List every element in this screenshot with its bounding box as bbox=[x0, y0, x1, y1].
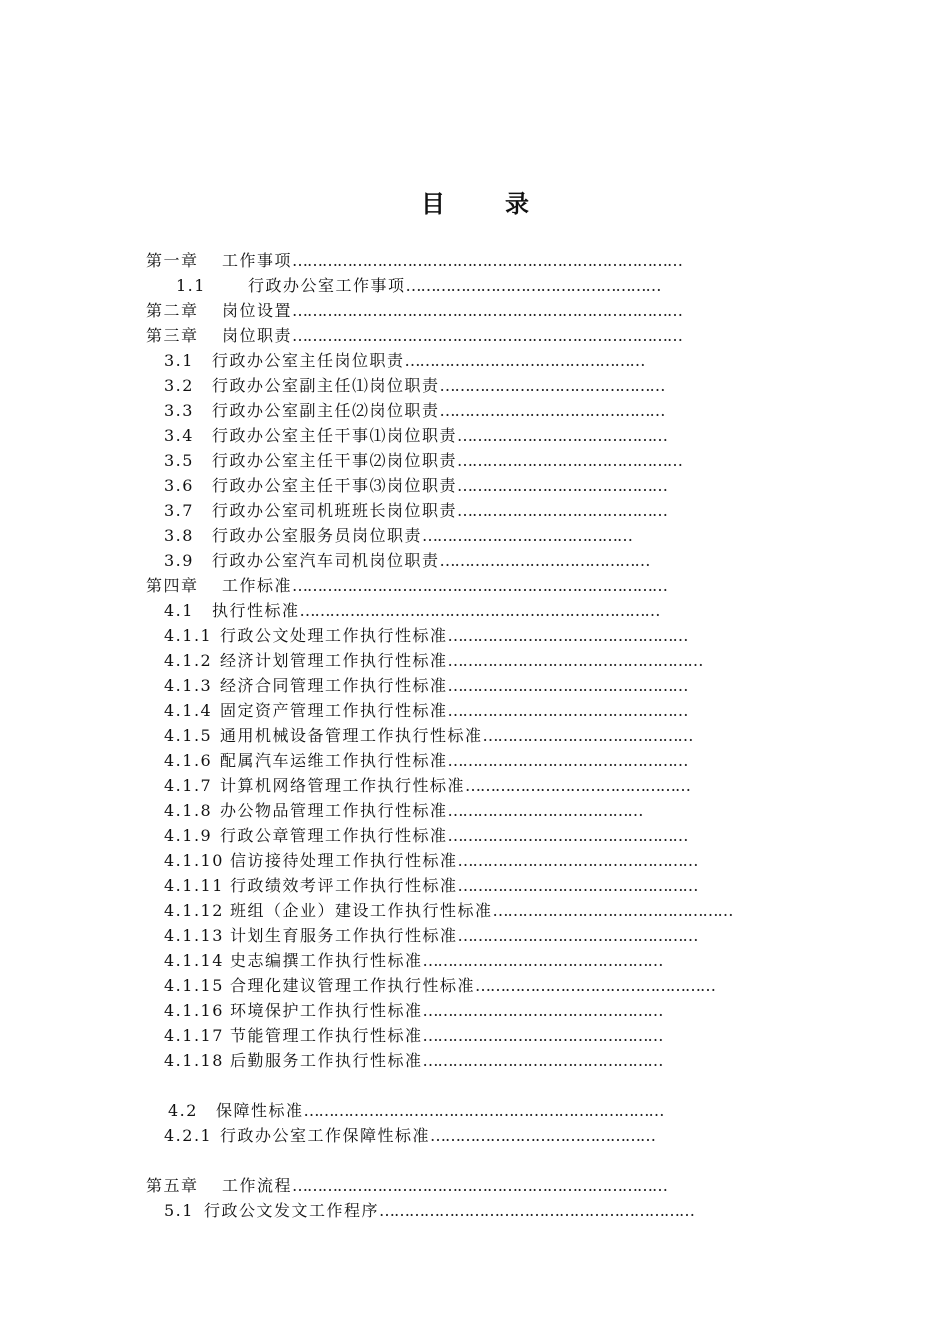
toc-entry[interactable] bbox=[146, 251, 792, 271]
toc-leader-dots: …………………………………… bbox=[482, 726, 693, 745]
toc-entry-number: 4.2.1 bbox=[164, 1126, 213, 1145]
toc-entry-number: 4.1.14 bbox=[164, 951, 224, 970]
toc-entry-label: 班组（企业）建设工作执行性标准 bbox=[230, 901, 493, 920]
toc-entry[interactable] bbox=[164, 826, 764, 846]
toc-entry-label: 行政公章管理工作执行性标准 bbox=[220, 826, 448, 845]
toc-entry-label: 行政办公室主任岗位职责 bbox=[212, 351, 405, 370]
toc-leader-dots: ……………………………………………………… bbox=[379, 1201, 695, 1220]
toc-leader-dots: ……………………………………… bbox=[465, 776, 691, 795]
toc-entry-label: 工作事项 bbox=[222, 251, 293, 270]
toc-entry-label: 岗位职责 bbox=[222, 326, 293, 345]
toc-entry-label: 行政办公室工作事项 bbox=[248, 276, 406, 295]
toc-entry-number: 第三章 bbox=[146, 326, 199, 345]
toc-leader-dots: ………………………………………… bbox=[447, 701, 688, 720]
toc-leader-dots: ………………………………………… bbox=[447, 751, 688, 770]
toc-entry-label: 配属汽车运维工作执行性标准 bbox=[220, 751, 448, 770]
toc-leader-dots: ………………………………… bbox=[447, 801, 643, 820]
toc-entry[interactable] bbox=[164, 501, 745, 521]
toc-entry-number: 3.1 bbox=[164, 351, 194, 370]
toc-entry[interactable] bbox=[164, 1051, 736, 1071]
toc-entry[interactable] bbox=[164, 751, 764, 771]
toc-entry[interactable] bbox=[164, 451, 764, 471]
toc-entry-label: 行政绩效考评工作执行性标准 bbox=[230, 876, 458, 895]
toc-leader-dots: ……………………………………… bbox=[430, 1126, 656, 1145]
toc-leader-dots: ……………………………………………………………… bbox=[299, 601, 660, 620]
toc-entry-label: 行政办公室司机班班长岗位职责 bbox=[212, 501, 458, 520]
toc-entry-number: 4.1.5 bbox=[164, 726, 213, 745]
toc-leader-dots: …………………………………………………………………… bbox=[292, 326, 683, 345]
toc-entry[interactable] bbox=[164, 1001, 736, 1021]
toc-entry[interactable] bbox=[146, 576, 774, 596]
toc-entry-label: 岗位设置 bbox=[222, 301, 293, 320]
toc-leader-dots: ………………………………………… bbox=[422, 1051, 663, 1070]
toc-entry[interactable] bbox=[164, 1201, 784, 1221]
toc-entry-label: 行政办公室主任干事⑴岗位职责 bbox=[212, 426, 458, 445]
toc-entry-label: 行政办公室服务员岗位职责 bbox=[212, 526, 423, 545]
toc-entry-number: 4.1.2 bbox=[164, 651, 213, 670]
toc-entry[interactable] bbox=[164, 626, 756, 646]
toc-entry-label: 行政办公室工作保障性标准 bbox=[220, 1126, 431, 1145]
toc-entry-number: 4.1.8 bbox=[164, 801, 213, 820]
toc-entry-number: 3.2 bbox=[164, 376, 194, 395]
toc-entry-number: 4.1.6 bbox=[164, 751, 213, 770]
toc-leader-dots: ………………………………………………………………… bbox=[292, 1176, 668, 1195]
toc-entry-label: 后勤服务工作执行性标准 bbox=[230, 1051, 423, 1070]
toc-entry-number: 第五章 bbox=[146, 1176, 199, 1195]
toc-entry[interactable] bbox=[164, 351, 726, 371]
toc-entry-number: 4.1.12 bbox=[164, 901, 224, 920]
toc-entry-label: 经济计划管理工作执行性标准 bbox=[220, 651, 448, 670]
toc-entry-number: 第四章 bbox=[146, 576, 199, 595]
toc-entry-number: 第二章 bbox=[146, 301, 199, 320]
toc-entry[interactable] bbox=[164, 401, 745, 421]
toc-entry-label: 计划生育服务工作执行性标准 bbox=[230, 926, 458, 945]
toc-entry-label: 经济合同管理工作执行性标准 bbox=[220, 676, 448, 695]
toc-entry[interactable] bbox=[164, 851, 774, 871]
toc-entry[interactable] bbox=[164, 551, 726, 571]
toc-entry-number: 4.1.13 bbox=[164, 926, 224, 945]
toc-entry-number: 4.1.9 bbox=[164, 826, 213, 845]
toc-entry[interactable] bbox=[164, 676, 764, 696]
toc-entry-label: 行政办公室主任干事⑵岗位职责 bbox=[212, 451, 458, 470]
toc-leader-dots: ……………………………………… bbox=[457, 451, 683, 470]
toc-entry-label: 节能管理工作执行性标准 bbox=[230, 1026, 423, 1045]
toc-entry-number: 4.1.18 bbox=[164, 1051, 224, 1070]
toc-leader-dots: ……………………………………… bbox=[439, 376, 665, 395]
toc-leader-dots: ………………………………………… bbox=[457, 926, 698, 945]
toc-entry-number: 3.6 bbox=[164, 476, 194, 495]
toc-entry[interactable] bbox=[164, 376, 745, 396]
toc-leader-dots: ………………………………………………………………… bbox=[292, 576, 668, 595]
toc-entry-label: 执行性标准 bbox=[212, 601, 300, 620]
toc-leader-dots: ………………………………………… bbox=[447, 626, 688, 645]
toc-entry-label: 工作标准 bbox=[222, 576, 293, 595]
toc-entry[interactable] bbox=[164, 776, 764, 796]
toc-entry[interactable] bbox=[146, 1176, 784, 1196]
toc-entry[interactable] bbox=[164, 926, 774, 946]
toc-entry-number: 4.1.15 bbox=[164, 976, 224, 995]
toc-entry[interactable] bbox=[164, 876, 774, 896]
toc-entry-label: 合理化建议管理工作执行性标准 bbox=[230, 976, 476, 995]
toc-entry[interactable] bbox=[164, 976, 793, 996]
toc-entry-label: 信访接待处理工作执行性标准 bbox=[230, 851, 458, 870]
toc-leader-dots: ………………………………………… bbox=[447, 826, 688, 845]
toc-entry[interactable] bbox=[146, 301, 792, 321]
toc-entry-number: 5.1 bbox=[164, 1201, 194, 1220]
toc-entry-label: 行政办公室主任干事⑶岗位职责 bbox=[212, 476, 458, 495]
toc-entry[interactable] bbox=[164, 651, 784, 671]
toc-entry-number: 3.3 bbox=[164, 401, 194, 420]
toc-entry-label: 行政办公室汽车司机岗位职责 bbox=[212, 551, 440, 570]
toc-leader-dots: …………………………………… bbox=[457, 426, 668, 445]
toc-entry[interactable] bbox=[146, 326, 792, 346]
toc-entry[interactable] bbox=[164, 476, 745, 496]
toc-leader-dots: …………………………………… bbox=[439, 551, 650, 570]
toc-entry-number: 4.1.16 bbox=[164, 1001, 224, 1020]
toc-entry[interactable] bbox=[164, 426, 745, 446]
toc-entry-number: 4.1.11 bbox=[164, 876, 224, 895]
toc-entry-number: 4.1.3 bbox=[164, 676, 213, 695]
toc-leader-dots: ………………………………………… bbox=[475, 976, 716, 995]
toc-entry-number: 4.1.17 bbox=[164, 1026, 224, 1045]
toc-entry-label: 行政公文发文工作程序 bbox=[204, 1201, 380, 1220]
toc-leader-dots: …………………………………… bbox=[422, 526, 633, 545]
toc-entry[interactable] bbox=[164, 701, 764, 721]
toc-entry-number: 3.9 bbox=[164, 551, 194, 570]
toc-leader-dots: ……………………………………… bbox=[439, 401, 665, 420]
toc-entry-number: 第一章 bbox=[146, 251, 199, 270]
toc-leader-dots: …………………………………… bbox=[457, 476, 668, 495]
toc-entry[interactable] bbox=[176, 276, 736, 296]
toc-leader-dots: ………………………………………… bbox=[422, 1026, 663, 1045]
toc-entry-number: 4.1.10 bbox=[164, 851, 224, 870]
toc-leader-dots: ………………………………………… bbox=[404, 351, 645, 370]
toc-entry-label: 行政办公室副主任⑴岗位职责 bbox=[212, 376, 440, 395]
toc-entry-label: 史志编撰工作执行性标准 bbox=[230, 951, 423, 970]
toc-leader-dots: ………………………………………… bbox=[457, 876, 698, 895]
toc-entry-number: 3.5 bbox=[164, 451, 194, 470]
toc-leader-dots: …………………………………………… bbox=[405, 276, 661, 295]
toc-leader-dots: ………………………………………… bbox=[422, 1001, 663, 1020]
toc-leader-dots: ………………………………………… bbox=[457, 851, 698, 870]
toc-entry-label: 行政办公室副主任⑵岗位职责 bbox=[212, 401, 440, 420]
toc-entry[interactable] bbox=[164, 526, 707, 546]
toc-entry[interactable] bbox=[168, 1101, 782, 1121]
toc-entry[interactable] bbox=[164, 901, 804, 921]
toc-entry-number: 3.4 bbox=[164, 426, 194, 445]
toc-leader-dots: ………………………………………… bbox=[492, 901, 733, 920]
toc-leader-dots: …………………………………………………………………… bbox=[292, 251, 683, 270]
toc-entry-label: 办公物品管理工作执行性标准 bbox=[220, 801, 448, 820]
toc-leader-dots: ………………………………………… bbox=[447, 676, 688, 695]
toc-entry[interactable] bbox=[164, 951, 736, 971]
toc-entry-label: 保障性标准 bbox=[216, 1101, 304, 1120]
toc-entry-number: 4.2 bbox=[168, 1101, 198, 1120]
toc-entry-label: 工作流程 bbox=[222, 1176, 293, 1195]
toc-entry-number: 3.7 bbox=[164, 501, 194, 520]
toc-leader-dots: …………………………………… bbox=[457, 501, 668, 520]
toc-entry-number: 4.1.1 bbox=[164, 626, 213, 645]
toc-leader-dots: …………………………………………… bbox=[447, 651, 703, 670]
toc-entry-number: 4.1 bbox=[164, 601, 194, 620]
toc-entry-number: 1.1 bbox=[176, 276, 206, 295]
page-title: 目 录 bbox=[421, 190, 547, 218]
toc-leader-dots: …………………………………………………………………… bbox=[292, 301, 683, 320]
toc-entry-number: 4.1.4 bbox=[164, 701, 213, 720]
toc-entry-number: 3.8 bbox=[164, 526, 194, 545]
toc-entry[interactable] bbox=[164, 1126, 736, 1146]
toc-entry-label: 通用机械设备管理工作执行性标准 bbox=[220, 726, 483, 745]
toc-leader-dots: ……………………………………………………………… bbox=[303, 1101, 664, 1120]
toc-entry[interactable] bbox=[164, 801, 707, 821]
toc-entry[interactable] bbox=[164, 601, 774, 621]
toc-leader-dots: ………………………………………… bbox=[422, 951, 663, 970]
toc-entry-label: 行政公文处理工作执行性标准 bbox=[220, 626, 448, 645]
toc-entry[interactable] bbox=[164, 1026, 736, 1046]
toc-entry-number: 4.1.7 bbox=[164, 776, 213, 795]
toc-entry-label: 环境保护工作执行性标准 bbox=[230, 1001, 423, 1020]
toc-entry[interactable] bbox=[164, 726, 764, 746]
toc-entry-label: 计算机网络管理工作执行性标准 bbox=[220, 776, 466, 795]
toc-entry-label: 固定资产管理工作执行性标准 bbox=[220, 701, 448, 720]
